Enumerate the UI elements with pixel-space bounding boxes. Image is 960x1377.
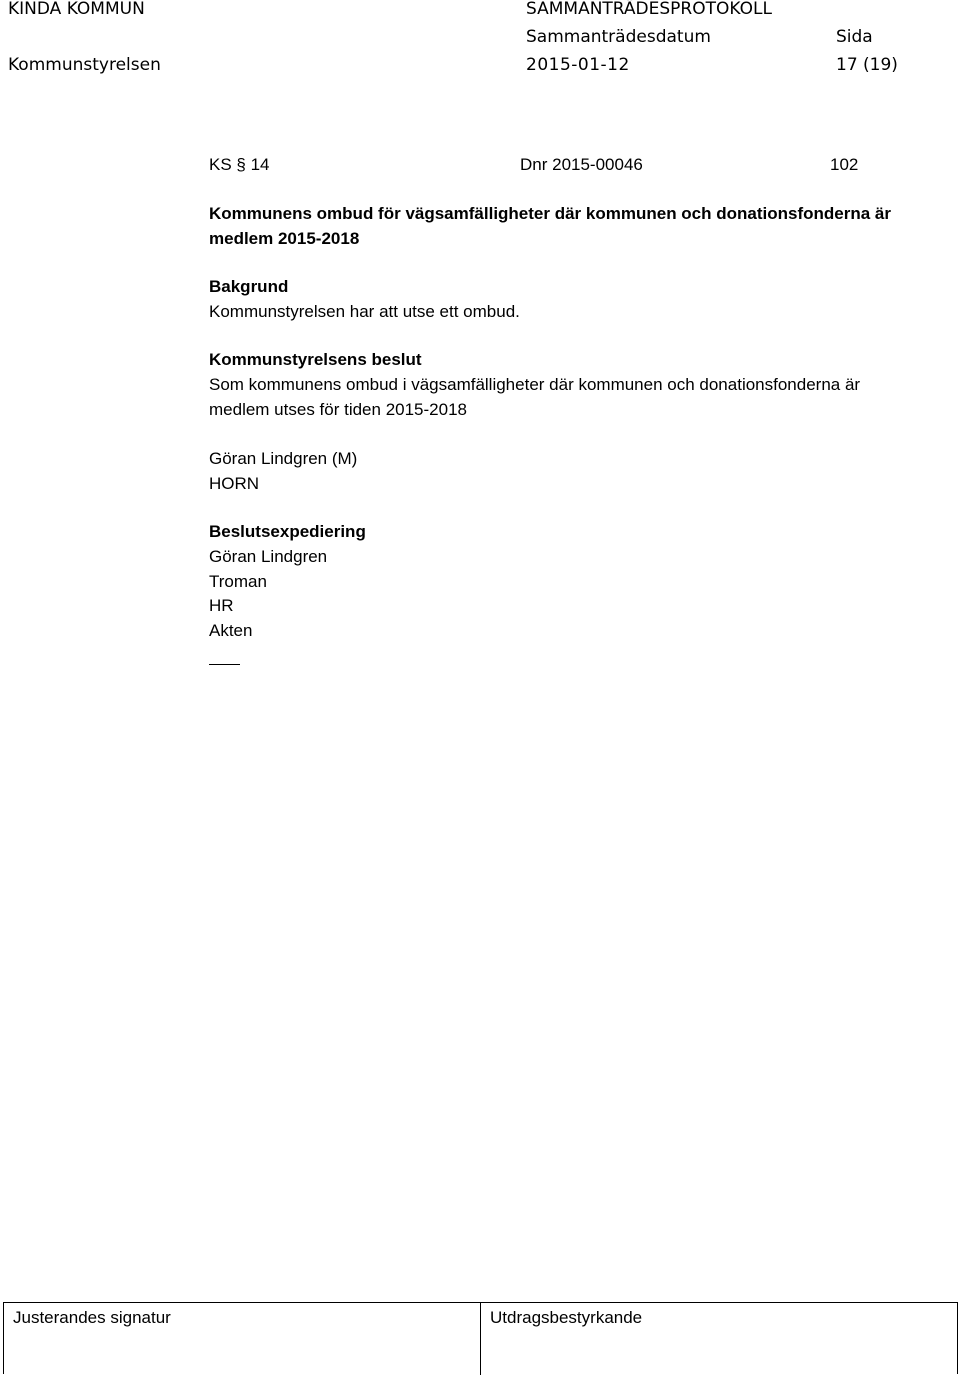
signature-table	[3, 1302, 958, 1374]
appointee-org: HORN	[209, 474, 260, 493]
end-rule	[209, 664, 240, 665]
decision-text-line-2: medlem utses för tiden 2015-2018	[209, 400, 467, 419]
meeting-date: 2015-01-12	[526, 55, 630, 75]
background-text: Kommunstyrelsen har att utse ett ombud.	[209, 302, 520, 321]
paragraph-number: KS § 14	[209, 155, 270, 174]
decision-text-line-1: Som kommunens ombud i vägsamfälligheter där kommunen och donationsfonderna är	[209, 375, 861, 394]
archive-code: 102	[830, 155, 859, 174]
distribution-item: HR	[209, 596, 234, 615]
page-number: 17 (19)	[836, 55, 898, 75]
date-label: Sammanträdesdatum	[526, 27, 711, 47]
organization-name: KINDA KOMMUN	[8, 0, 145, 19]
distribution-item: Akten	[209, 621, 253, 640]
distribution-heading: Beslutsexpediering	[209, 522, 366, 541]
decision-heading: Kommunstyrelsens beslut	[209, 350, 422, 369]
extract-certification-label: Utdragsbestyrkande	[490, 1308, 643, 1327]
document-type: SAMMANTRÄDESPROTOKOLL	[526, 0, 772, 19]
distribution-item: Göran Lindgren	[209, 547, 328, 566]
item-title-line-2: medlem 2015-2018	[209, 229, 360, 248]
signature-table-divider	[480, 1303, 481, 1375]
item-title-line-1: Kommunens ombud för vägsamfälligheter där kommunen och donationsfonderna är	[209, 204, 891, 223]
adjuster-signature-label: Justerandes signatur	[13, 1308, 171, 1327]
distribution-item: Troman	[209, 572, 267, 591]
background-heading: Bakgrund	[209, 277, 289, 296]
page-label: Sida	[836, 27, 873, 47]
committee-name: Kommunstyrelsen	[8, 55, 161, 75]
appointee-name: Göran Lindgren (M)	[209, 449, 358, 468]
diary-number: Dnr 2015-00046	[520, 155, 643, 174]
